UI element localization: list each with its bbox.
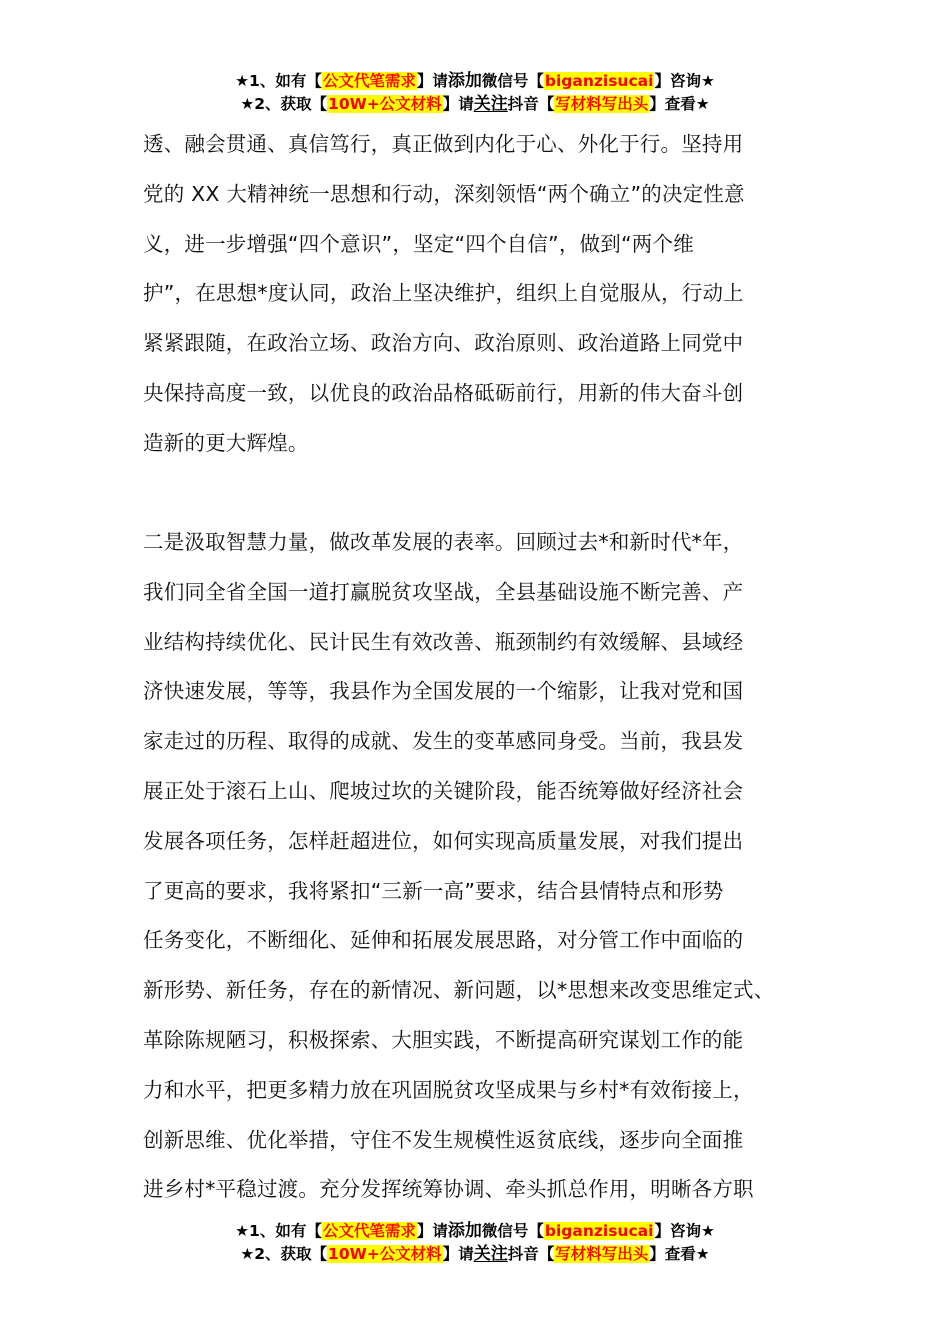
banner-text: 】咨询★ [654,1222,715,1240]
text-line: 护”，在思想*度认同，政治上坚决维护，组织上自觉服从，行动上 [143,281,744,306]
text-line: 创新思维、优化举措，守住不发生规模性返贫底线，逐步向全面推 [143,1127,744,1152]
text-line: 任务变化，不断细化、延伸和拓展发展思路，对分管工作中面临的 [143,928,744,953]
text-line: 透、融会贯通、真信笃行，真正做到内化于心、外化于行。坚持用 [143,132,744,156]
text-line: 家走过的历程、取得的成就、发生的变革感同身受。当前，我县发 [143,729,744,754]
footer-banner [0,1220,950,1266]
banner-emphasis: 添加 [447,71,482,91]
text-line: 造新的更大辉煌。 [143,430,309,455]
highlight-service: 公文代笔需求 [322,72,416,90]
text-line: 央保持高度一致，以优良的政治品格砥砺前行，用新的伟大奋斗创 [143,380,744,405]
text-line: 紧紧跟随，在政治立场、政治方向、政治原则、政治道路上同党中 [143,331,744,356]
banner-emphasis: 关注 [473,1244,508,1264]
banner-text: ★1、如有【 [235,1222,322,1240]
banner-text: 】请 [442,95,474,113]
text-line: 我们同全省全国一道打赢脱贫攻坚战，全县基础设施不断完善、产 [143,579,744,604]
banner-text: ★2、获取【 [240,95,328,113]
text-line: 新形势、新任务，存在的新情况、新问题，以*思想来改变思维定式、 [143,978,775,1003]
highlight-materials: 10W+公文材料 [328,1245,442,1263]
highlight-douyin: 写材料写出头 [555,95,649,113]
text-line: 济快速发展，等等，我县作为全国发展的一个缩影，让我对党和国 [143,679,744,704]
text-line: 革除陈规陋习，积极探索、大胆实践，不断提高研究谋划工作的能 [143,1027,744,1052]
text-line: 党的 XX 大精神统一思想和行动，深刻领悟“两个确立”的决定性意 [143,181,745,206]
header-banner [0,70,950,116]
banner-text: 】请 [416,72,448,90]
highlight-materials: 10W+公文材料 [328,95,442,113]
banner-text: ★2、获取【 [240,1245,328,1263]
text-line: 力和水平，把更多精力放在巩固脱贫攻坚成果与乡村*有效衔接上， [143,1077,754,1102]
banner-text: 抖音【 [507,1245,555,1263]
highlight-wechat-id: biganzisucai [544,1222,654,1240]
banner-line-2 [0,93,950,116]
highlight-wechat-id: biganzisucai [544,72,654,90]
banner-text: 】请 [416,1222,448,1240]
banner-line-1 [0,70,950,93]
body-paragraph-2 [143,518,823,1215]
banner-emphasis: 添加 [447,1221,482,1241]
text-line: 了更高的要求，我将紧扣“三新一高”要求，结合县情特点和形势 [143,878,724,903]
body-paragraph-1 [143,120,823,469]
highlight-service: 公文代笔需求 [322,1222,416,1240]
banner-text: 抖音【 [507,95,555,113]
text-line: 业结构持续优化、民计民生有效改善、瓶颈制约有效缓解、县域经 [143,629,744,654]
text-line: 义，进一步增强“四个意识”，坚定“四个自信”，做到“两个维 [143,231,694,256]
banner-line-2 [0,1243,950,1266]
text-line: 进乡村*平稳过渡。充分发挥统筹协调、牵头抓总作用，明晰各方职 [143,1177,754,1202]
banner-emphasis: 关注 [473,94,508,114]
highlight-douyin: 写材料写出头 [555,1245,649,1263]
banner-line-1 [0,1220,950,1243]
text-line: 展正处于滚石上山、爬坡过坎的关键阶段，能否统筹做好经济社会 [143,778,744,803]
banner-text: 】查看★ [649,95,710,113]
banner-text: 微信号【 [481,72,544,90]
banner-text: ★1、如有【 [235,72,322,90]
banner-text: 】请 [442,1245,474,1263]
text-line: 发展各项任务，怎样赶超进位，如何实现高质量发展，对我们提出 [143,828,744,853]
banner-text: 】咨询★ [654,72,715,90]
banner-text: 微信号【 [481,1222,544,1240]
text-line: 二是汲取智慧力量，做改革发展的表率。回顾过去*和新时代*年， [143,530,744,554]
banner-text: 】查看★ [649,1245,710,1263]
